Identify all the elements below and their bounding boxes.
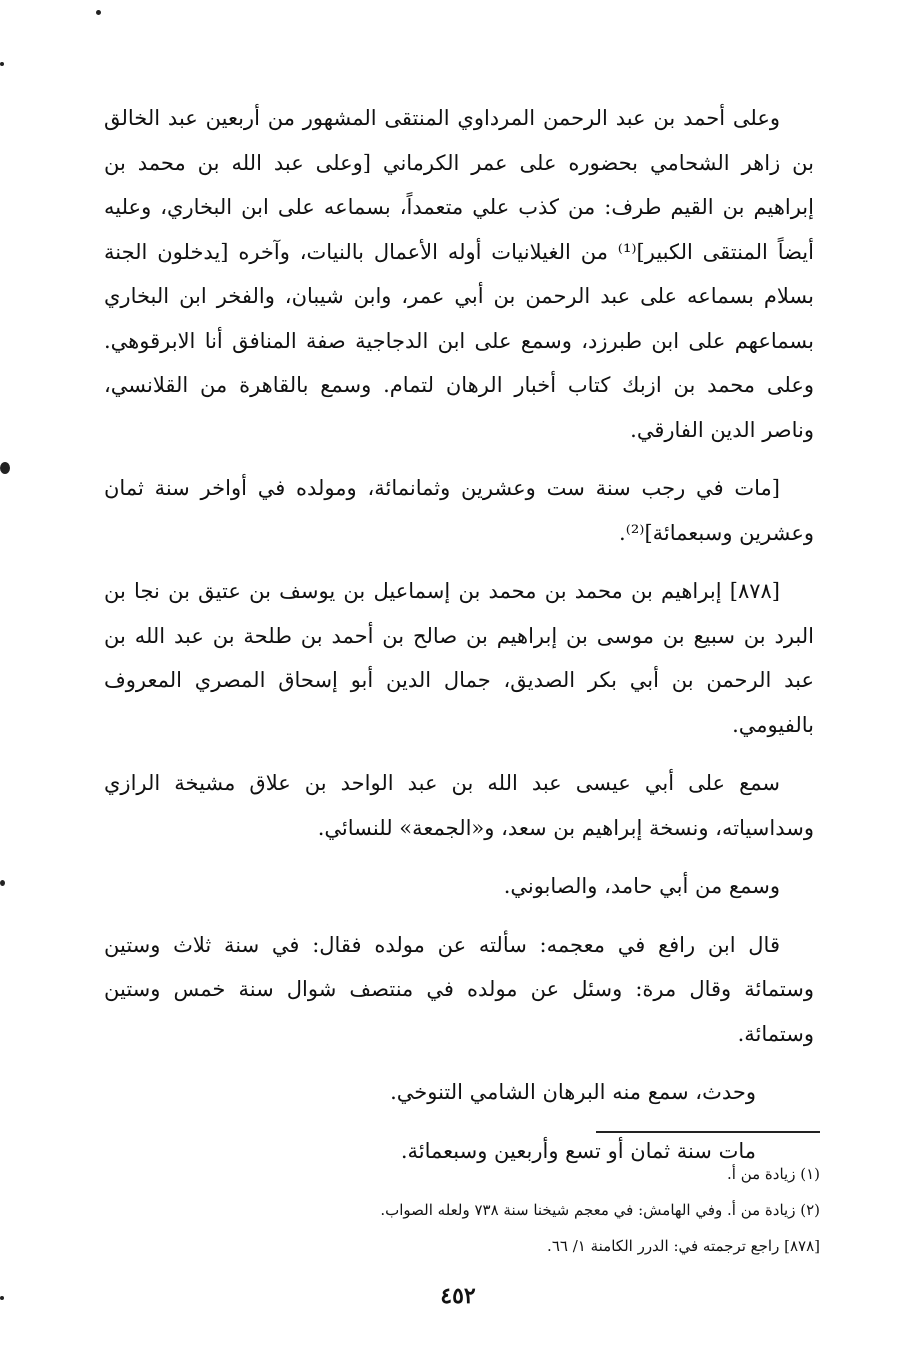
paragraph-heard-also: وسمع من أبي حامد، والصابوني. xyxy=(503,874,780,898)
paragraph-ibn-rafi: قال ابن رافع في معجمه: سألته عن مولده فقال: في سنة ثلاث وستين وستمائة وقال مرة: وسئل عن مولده في منتصف شوال سنة خمس وستين وستمائة. xyxy=(104,932,814,1046)
paragraph-heard-from: سمع على أبي عيسى عبد الله بن عبد الواحد بن علاق مشيخة الرازي وسداسياته، ونسخة إبراهيم بن سعد، و«الجمعة» للنسائي. xyxy=(104,771,814,840)
paragraph-death-date: [مات في رجب سنة ست وعشرين وثمانمائة، ومولده في أواخر سنة ثمان وعشرين وسبعمائة]⁽²⁾. xyxy=(104,476,814,545)
scan-speck xyxy=(0,462,10,474)
paragraph-biography-878: [٨٧٨] إبراهيم بن محمد بن محمد بن إسماعيل بن يوسف بن عتيق بن نجا بن البرد بن سبيع بن موسى بن إبراهيم بن صالح بن أحمد بن طلحة بن عبد الله بن عبد الرحمن بن أبي بكر الصديق، جمال الدين أبو إسحاق المصري المعروف بالفيومي. xyxy=(104,579,814,737)
paragraph-narrated: وحدث، سمع منه البرهان الشامي التنوخي. xyxy=(390,1080,756,1104)
main-text xyxy=(104,96,814,1173)
scan-speck xyxy=(96,10,101,15)
footnote-2: (٢) زيادة من أ. وفي الهامش: في معجم شيخنا سنة ٧٣٨ ولعله الصواب. xyxy=(380,1201,820,1219)
scan-speck xyxy=(0,62,4,66)
footnote-1: (١) زيادة من أ. xyxy=(727,1165,820,1183)
footnote-878: [٨٧٨] راجع ترجمته في: الدرر الكامنة ١/ ٦٦. xyxy=(547,1237,820,1255)
page-number: ٤٥٢ xyxy=(440,1283,476,1309)
footnotes xyxy=(330,1156,820,1264)
scan-speck xyxy=(0,1296,4,1300)
paragraph-died: مات سنة ثمان أو تسع وأربعين وسبعمائة. xyxy=(400,1138,756,1163)
scan-speck xyxy=(0,880,5,886)
footnote-separator xyxy=(596,1131,820,1133)
paragraph-teachers: وعلى أحمد بن عبد الرحمن المرداوي المنتقى المشهور من أربعين عبد الخالق بن زاهر الشحامي بحضوره على عمر الكرماني [وعلى عبد الله بن محمد بن إبراهيم بن القيم طرف: من كذب علي متعمداً، بسماعه على ابن البخاري، وعليه أيضاً المنتقى الكبير]⁽¹⁾ من الغيلانيات أوله الأعمال بالنيات، وآخره [يدخلون الجنة بسلام بسماعه على عبد الرحمن بن أبي عمر، وابن شيبان، والفخر ابن البخاري بسماعهم على ابن طبرزد، وسمع على ابن الدجاجية صفة المنافق أنا الابرقوهي. وعلى محمد بن ازبك كتاب أخبار الرهان لتمام. وسمع بالقاهرة من القلانسي، وناصر الدين الفارقي. xyxy=(104,106,814,442)
